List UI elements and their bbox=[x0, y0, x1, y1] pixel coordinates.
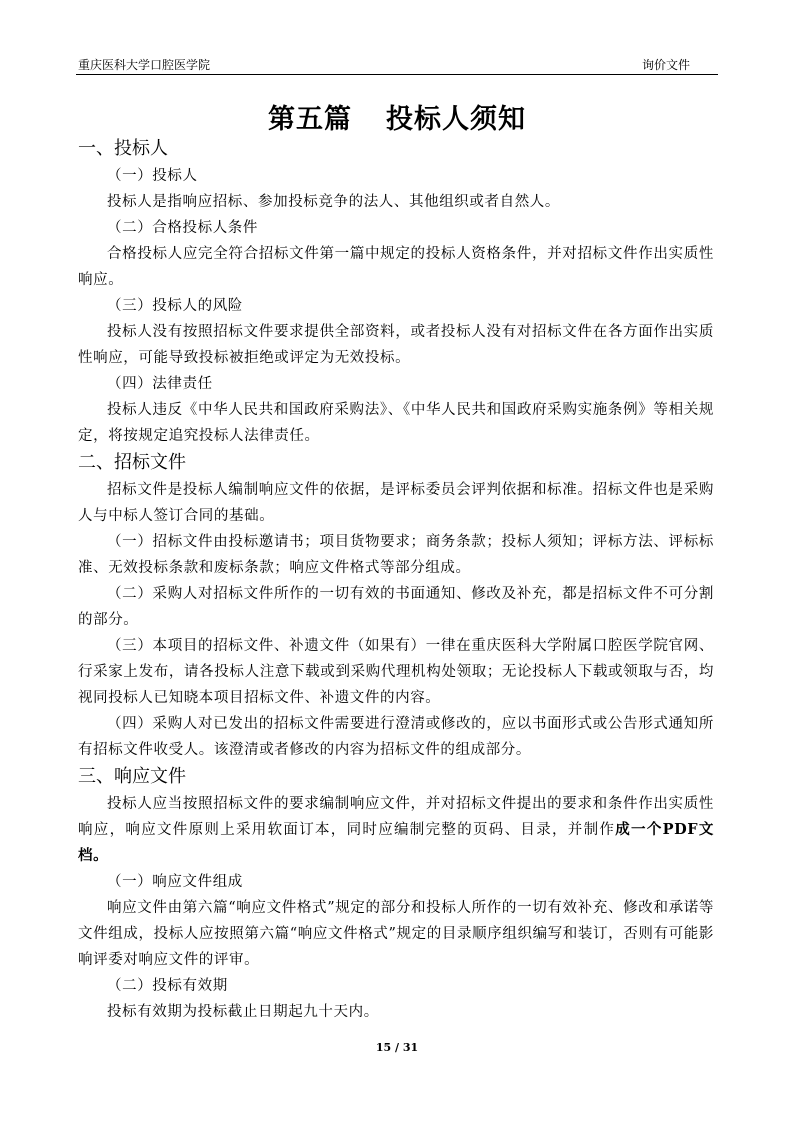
subheading: （四）法律责任 bbox=[107, 376, 213, 392]
paragraph: （四）采购人对已发出的招标文件需要进行澄清或修改的，应以书面形式或公告形式通知所有招标文件收受人。该澄清或者修改的内容为招标文件的组成部分。 bbox=[78, 716, 714, 758]
paragraph: （一）招标文件由投标邀请书；项目货物要求；商务条款；投标人须知；评标方法、评标标准、无效投标条款和废标条款；响应文件格式等部分组成。 bbox=[78, 534, 714, 576]
subheading: （二）投标有效期 bbox=[107, 978, 228, 994]
subheading: （三）投标人的风险 bbox=[107, 298, 243, 314]
header-doc-type: 询价文件 bbox=[641, 58, 690, 72]
subheading: （一）投标人 bbox=[107, 168, 198, 184]
header-institution: 重庆医科大学口腔医学院 bbox=[78, 58, 211, 72]
paragraph: 投标人违反《中华人民共和国政府采购法》、《中华人民共和国政府采购实施条例》等相关规定，将按规定追究投标人法律责任。 bbox=[78, 402, 714, 444]
section-heading-response-docs: 三、响应文件 bbox=[78, 766, 186, 787]
paragraph: 招标文件是投标人编制响应文件的依据，是评标委员会评判依据和标准。招标文件也是采购人与中标人签订合同的基础。 bbox=[78, 482, 714, 524]
paragraph: 投标人没有按照招标文件要求提供全部资料，或者投标人没有对招标文件在各方面作出实质性响应，可能导致投标被拒绝或评定为无效投标。 bbox=[78, 324, 714, 366]
paragraph-text: 投标人应当按照招标文件的要求编制响应文件，并对招标文件提出的要求和条件作出实质性响应，响应文件原则上采用软面订本，同时应编制完整的页码、目录，并制作 bbox=[78, 796, 714, 838]
paragraph: 合格投标人应完全符合招标文件第一篇中规定的投标人资格条件，并对招标文件作出实质性响应。 bbox=[78, 246, 714, 288]
paragraph: 响应文件由第六篇“响应文件格式”规定的部分和投标人所作的一切有效补充、修改和承诺等文件组成，投标人应按照第六篇“响应文件格式”规定的目录顺序组织编写和装订，否则有可能影响评委对响应文件的评审。 bbox=[78, 900, 714, 968]
page-header bbox=[76, 52, 718, 75]
section-heading-tender-docs: 二、招标文件 bbox=[78, 452, 186, 473]
section-heading-bidder: 一、投标人 bbox=[78, 138, 168, 159]
page-title bbox=[0, 97, 794, 136]
title-part-name: 投标人须知 bbox=[386, 104, 526, 135]
subheading: （一）响应文件组成 bbox=[107, 874, 243, 890]
paragraph: 投标有效期为投标截止日期起九十天内。 bbox=[107, 1004, 379, 1020]
paragraph bbox=[78, 791, 714, 869]
paragraph: 投标人是指响应招标、参加投标竞争的法人、其他组织或者自然人。 bbox=[107, 194, 560, 210]
paragraph: （三）本项目的招标文件、补遗文件（如果有）一律在重庆医科大学附属口腔医学院官网、行采家上发布，请各投标人注意下载或到采购代理机构处领取；无论投标人下载或领取与否，均视同投标人已知晓本项目招标文件、补遗文件的内容。 bbox=[78, 638, 714, 706]
document-body bbox=[78, 135, 714, 1025]
paragraph: （二）采购人对招标文件所作的一切有效的书面通知、修改及补充，都是招标文件不可分割的部分。 bbox=[78, 586, 714, 628]
paragraph-emphasis: 成一个PDF文档。 bbox=[78, 821, 714, 864]
title-part-number: 第五篇 bbox=[268, 104, 352, 135]
page-number: 15 / 31 bbox=[375, 1041, 419, 1054]
subheading: （二）合格投标人条件 bbox=[107, 220, 258, 236]
